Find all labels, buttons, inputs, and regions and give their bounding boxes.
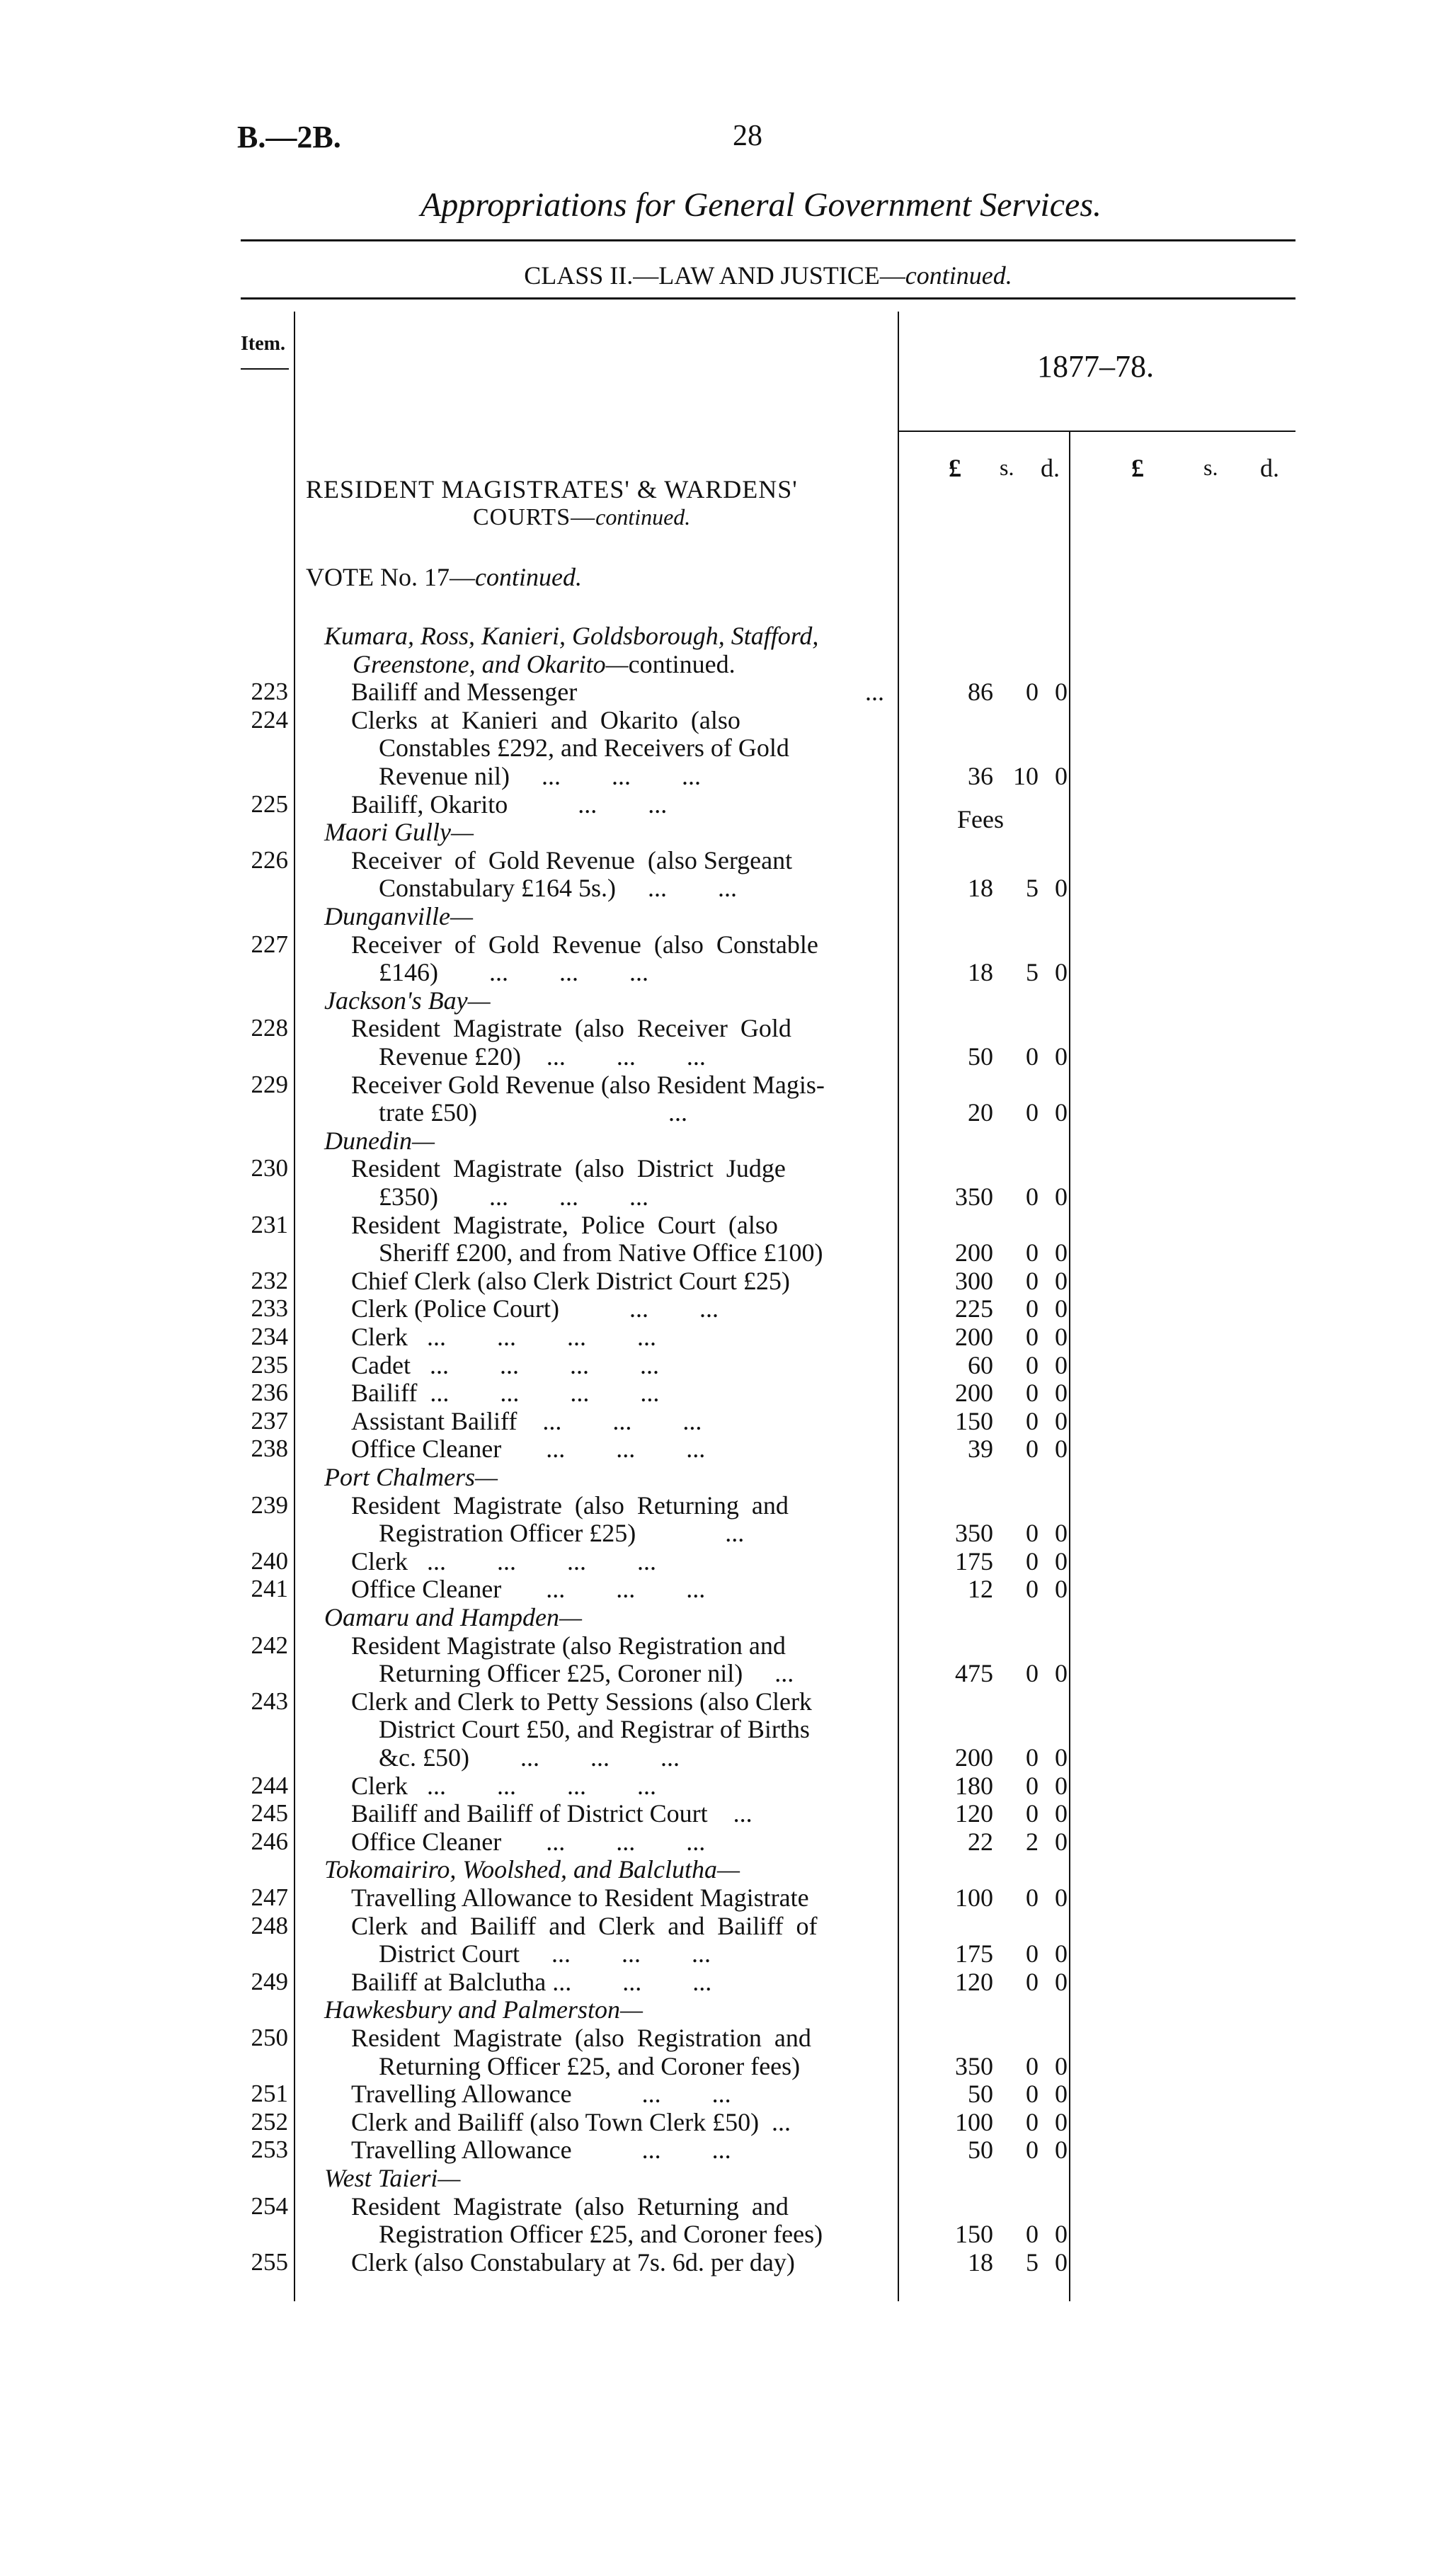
entry-description-line: Clerk ... ... ... ...: [351, 1546, 656, 1575]
vote-heading: [306, 562, 582, 592]
location-heading-continued: [353, 650, 736, 678]
class-rule: [241, 297, 1295, 300]
amount-pounds: 18: [968, 2247, 993, 2276]
entry-description-line: £146) ... ... ...: [379, 958, 648, 987]
entry-description-line: Clerk ... ... ... ...: [351, 1323, 656, 1351]
amount-pence: 0: [1055, 874, 1068, 903]
amount-shillings: 0: [1026, 1575, 1039, 1604]
amount-pence: 0: [1055, 1967, 1068, 1996]
entry-description-line: Bailiff at Balclutha ... ... ...: [351, 1967, 712, 1996]
year-header: 1877–78.: [1037, 349, 1154, 384]
pence-header-2: d.: [1260, 454, 1279, 482]
item-number: 225: [251, 790, 288, 818]
amount-shillings: 0: [1026, 1546, 1039, 1575]
entry-description-line: Office Cleaner ... ... ...: [351, 1827, 706, 1856]
entry-description-line: Constables £292, and Receivers of Gold: [379, 734, 789, 763]
leader-dots: ...: [865, 678, 884, 707]
amount-pence: 0: [1055, 1266, 1068, 1295]
item-number: 240: [251, 1546, 288, 1575]
amount-pounds: 12: [968, 1575, 993, 1604]
amount-shillings: 0: [1026, 1098, 1039, 1127]
amount-shillings: 0: [1026, 1406, 1039, 1435]
entry-description-line: Constabulary £164 5s.) ... ...: [379, 874, 737, 903]
entry-description-line: Registration Officer £25, and Coroner fees): [379, 2220, 823, 2249]
page-number: 28: [733, 120, 762, 152]
entry-description-line: District Court ... ... ...: [379, 1939, 711, 1968]
amount-pounds: 350: [955, 1182, 993, 1211]
item-number: 230: [251, 1154, 288, 1182]
amount-shillings: 10: [1013, 762, 1039, 790]
amount-pounds: 175: [955, 1546, 993, 1575]
pounds-header-2: £: [1131, 454, 1144, 482]
amount-shillings: 0: [1026, 1266, 1039, 1295]
item-number: 255: [251, 2247, 288, 2276]
amount-column-rule: [1069, 432, 1070, 2301]
entry-description-line: Clerk ... ... ... ...: [351, 1771, 656, 1800]
vote-continued: continued.: [474, 563, 582, 591]
location-heading-text: Greenstone, and Okarito—: [353, 649, 629, 678]
amount-pounds: 300: [955, 1266, 993, 1295]
item-number: 250: [251, 2024, 288, 2051]
item-number: 241: [251, 1575, 288, 1603]
amount-pence: 0: [1055, 1546, 1068, 1575]
amount-shillings: 0: [1026, 1771, 1039, 1800]
item-number: 248: [251, 1911, 288, 1939]
document-reference: B.—2B.: [237, 120, 341, 154]
entry-description-line: Clerk (also Constabulary at 7s. 6d. per day): [351, 2247, 795, 2276]
amount-pence: 0: [1055, 1799, 1068, 1828]
item-number: 245: [251, 1799, 288, 1828]
amount-pounds: 18: [968, 874, 993, 903]
amount-pence: 0: [1055, 1659, 1068, 1688]
amount-pence: 0: [1055, 678, 1068, 707]
vote-label: VOTE No. 17—: [306, 563, 475, 591]
item-header-rule: [241, 368, 289, 370]
amount-shillings: 0: [1026, 1939, 1039, 1968]
item-number: 228: [251, 1014, 288, 1042]
amount-pounds: 200: [955, 1323, 993, 1351]
amount-pence: 0: [1055, 1098, 1068, 1127]
pounds-header: £: [949, 454, 961, 482]
amount-pence: 0: [1055, 2051, 1068, 2080]
amount-pounds: 350: [955, 1519, 993, 1548]
entry-description-line: Office Cleaner ... ... ...: [351, 1435, 706, 1464]
amount-shillings: 0: [1026, 2107, 1039, 2136]
entry-description-line: Resident Magistrate (also Registration and: [351, 2024, 811, 2052]
amount-pounds: 100: [955, 2107, 993, 2136]
item-number: 247: [251, 1883, 288, 1911]
amount-pence: 0: [1055, 1771, 1068, 1800]
amount-shillings: 0: [1026, 1042, 1039, 1071]
amount-pounds: 225: [955, 1294, 993, 1323]
item-number: 223: [251, 678, 288, 706]
item-number: 226: [251, 845, 288, 874]
item-number: 231: [251, 1210, 288, 1238]
item-number: 234: [251, 1323, 288, 1350]
amount-pence: 0: [1055, 1883, 1068, 1912]
entry-description-line: Resident Magistrate (also Returning and: [351, 1491, 789, 1520]
item-number: 242: [251, 1631, 288, 1659]
location-heading: Port Chalmers—: [324, 1463, 498, 1491]
amount-shillings: 0: [1026, 678, 1039, 707]
location-heading: Oamaru and Hampden—: [324, 1603, 582, 1631]
amount-pounds: 350: [955, 2051, 993, 2080]
entry-description-line: Travelling Allowance ... ...: [351, 2080, 731, 2109]
amount-shillings: 5: [1026, 958, 1039, 987]
entry-description-line: Travelling Allowance to Resident Magistrate: [351, 1883, 809, 1912]
item-number: 246: [251, 1827, 288, 1855]
class-title-text: CLASS II.—LAW AND JUSTICE—: [524, 261, 905, 290]
shillings-header-2: s.: [1203, 455, 1218, 480]
item-number: 224: [251, 705, 288, 734]
description-column-rule: [898, 312, 899, 2301]
amount-pence: 0: [1055, 1238, 1068, 1267]
amount-shillings: 0: [1026, 1294, 1039, 1323]
amount-pounds: 150: [955, 2220, 993, 2249]
amount-pounds: 50: [968, 1042, 993, 1071]
entry-description-line: Bailiff, Okarito ... ...: [351, 790, 668, 819]
amount-shillings: 0: [1026, 2136, 1039, 2165]
title-rule: [241, 239, 1295, 241]
entry-description-line: Bailiff ... ... ... ...: [351, 1379, 660, 1408]
entry-description-line: Travelling Allowance ... ...: [351, 2136, 731, 2165]
class-title: [241, 261, 1295, 290]
section-title-line-2: [473, 504, 690, 531]
entry-description-line: Revenue nil) ... ... ...: [379, 762, 701, 790]
amount-shillings: 0: [1026, 2051, 1039, 2080]
entry-description-line: Returning Officer £25, and Coroner fees): [379, 2051, 801, 2080]
entry-description-line: Receiver of Gold Revenue (also Constable: [351, 930, 818, 959]
entry-description-line: Registration Officer £25) ...: [379, 1519, 745, 1548]
entry-description-line: Clerk and Clerk to Petty Sessions (also Clerk: [351, 1687, 812, 1716]
entry-description-line: Resident Magistrate (also Receiver Gold: [351, 1014, 791, 1043]
amount-pence: 0: [1055, 762, 1068, 790]
amount-shillings: 0: [1026, 1519, 1039, 1548]
amount-pence: 0: [1055, 2136, 1068, 2165]
entry-description-line: Clerk and Bailiff (also Town Clerk £50) ...: [351, 2107, 791, 2136]
item-number: 229: [251, 1070, 288, 1098]
amount-pounds: 18: [968, 958, 993, 987]
amount-shillings: 0: [1026, 1323, 1039, 1351]
amount-shillings: 0: [1026, 1883, 1039, 1912]
amount-pounds: 50: [968, 2136, 993, 2165]
amount-shillings: 0: [1026, 1659, 1039, 1688]
entry-description-line: Office Cleaner ... ... ...: [351, 1575, 706, 1604]
entry-description-line: Resident Magistrate (also District Judge: [351, 1154, 786, 1183]
item-number: 244: [251, 1771, 288, 1799]
entry-description-line: Resident Magistrate, Police Court (also: [351, 1210, 778, 1239]
location-heading: Tokomairiro, Woolshed, and Balclutha—: [324, 1855, 740, 1884]
location-heading: Maori Gully—: [324, 818, 474, 847]
item-number: 254: [251, 2192, 288, 2220]
item-number: 232: [251, 1266, 288, 1294]
amount-shillings: 0: [1026, 1435, 1039, 1464]
amount-pounds: 120: [955, 1799, 993, 1828]
amount-pounds: 50: [968, 2080, 993, 2109]
amount-pence: 0: [1055, 1294, 1068, 1323]
entry-description-line: trate £50) ...: [379, 1098, 687, 1127]
amount-shillings: 0: [1026, 1182, 1039, 1211]
entry-description-line: Cadet ... ... ... ...: [351, 1350, 659, 1379]
amount-pence: 0: [1055, 2220, 1068, 2249]
entry-description-line: Bailiff and Bailiff of District Court ...: [351, 1799, 753, 1828]
class-title-continued: continued.: [905, 261, 1012, 290]
amount-pounds: 150: [955, 1406, 993, 1435]
amount-pounds: 475: [955, 1659, 993, 1688]
location-heading: Kumara, Ross, Kanieri, Goldsborough, Stafford,: [324, 622, 819, 650]
entry-description-line: Sheriff £200, and from Native Office £100): [379, 1238, 823, 1267]
amount-shillings: 0: [1026, 2080, 1039, 2109]
location-heading: Hawkesbury and Palmerston—: [324, 1995, 643, 2024]
item-number: 236: [251, 1379, 288, 1407]
amount-shillings: 0: [1026, 2220, 1039, 2249]
entry-description-line: Receiver of Gold Revenue (also Sergeant: [351, 845, 793, 874]
location-heading: Dunganville—: [324, 902, 473, 930]
amount-pence: 0: [1055, 2107, 1068, 2136]
location-heading: Dunedin—: [324, 1126, 435, 1155]
amount-shillings: 0: [1026, 1967, 1039, 1996]
item-number: 253: [251, 2136, 288, 2164]
amount-fees: Fees: [957, 805, 1004, 834]
amount-shillings: 0: [1026, 1350, 1039, 1379]
entry-description-line: Chief Clerk (also Clerk District Court £25): [351, 1266, 790, 1295]
item-number: 239: [251, 1491, 288, 1519]
item-number: 238: [251, 1435, 288, 1463]
amount-shillings: 5: [1026, 874, 1039, 903]
amount-shillings: 5: [1026, 2247, 1039, 2276]
amount-shillings: 0: [1026, 1379, 1039, 1408]
item-number: 237: [251, 1406, 288, 1435]
amount-pence: 0: [1055, 2247, 1068, 2276]
continued-label: continued.: [628, 649, 736, 678]
amount-shillings: 0: [1026, 1799, 1039, 1828]
amount-pence: 0: [1055, 1350, 1068, 1379]
item-column-rule: [294, 312, 295, 2301]
entry-description-line: Revenue £20) ... ... ...: [379, 1042, 706, 1071]
amount-pounds: 36: [968, 762, 993, 790]
entry-description-line: Resident Magistrate (also Registration and: [351, 1631, 786, 1660]
amount-pence: 0: [1055, 1519, 1068, 1548]
pence-header: d.: [1041, 454, 1060, 482]
amount-pounds: 20: [968, 1098, 993, 1127]
item-number: 251: [251, 2080, 288, 2108]
item-number: 233: [251, 1294, 288, 1323]
amount-shillings: 2: [1026, 1827, 1039, 1856]
entry-description-line: Clerk and Bailiff and Clerk and Bailiff of: [351, 1911, 818, 1940]
entry-description-line: &c. £50) ... ... ...: [379, 1743, 680, 1772]
entry-description-line: Bailiff and Messenger: [351, 678, 578, 707]
location-heading: Jackson's Bay—: [324, 986, 491, 1015]
amount-pence: 0: [1055, 1379, 1068, 1408]
entry-description-line: District Court £50, and Registrar of Births: [379, 1715, 810, 1744]
entry-description-line: Assistant Bailiff ... ... ...: [351, 1406, 702, 1435]
amount-pounds: 200: [955, 1379, 993, 1408]
amount-pounds: 120: [955, 1967, 993, 1996]
amount-pence: 0: [1055, 1827, 1068, 1856]
entry-description-line: Resident Magistrate (also Returning and: [351, 2192, 789, 2221]
item-number: 249: [251, 1967, 288, 1995]
year-rule: [899, 431, 1295, 432]
amount-shillings: 0: [1026, 1238, 1039, 1267]
amount-shillings: 0: [1026, 1743, 1039, 1772]
entry-description-line: Clerk (Police Court) ... ...: [351, 1294, 719, 1323]
amount-pounds: 175: [955, 1939, 993, 1968]
item-column-header: Item.: [241, 333, 285, 355]
entry-description-line: £350) ... ... ...: [379, 1182, 648, 1211]
amount-pence: 0: [1055, 1743, 1068, 1772]
amount-pounds: 200: [955, 1238, 993, 1267]
amount-pence: 0: [1055, 1042, 1068, 1071]
amount-pounds: 60: [968, 1350, 993, 1379]
entry-description-line: Returning Officer £25, Coroner nil) ...: [379, 1659, 794, 1688]
section-title-line-1: RESIDENT MAGISTRATES' & WARDENS': [306, 475, 798, 503]
section-title-courts: COURTS—: [473, 504, 596, 530]
amount-pence: 0: [1055, 1323, 1068, 1351]
item-number: 227: [251, 930, 288, 958]
entry-description-line: Receiver Gold Revenue (also Resident Magis-: [351, 1070, 825, 1099]
amount-pence: 0: [1055, 1939, 1068, 1968]
item-number: 252: [251, 2107, 288, 2136]
amount-pence: 0: [1055, 1182, 1068, 1211]
section-title-continued: continued.: [595, 504, 691, 530]
amount-pounds: 200: [955, 1743, 993, 1772]
amount-pounds: 39: [968, 1435, 993, 1464]
item-number: 243: [251, 1687, 288, 1715]
item-number: 235: [251, 1350, 288, 1379]
amount-pence: 0: [1055, 958, 1068, 987]
location-heading: West Taieri—: [324, 2164, 461, 2192]
shillings-header: s.: [1000, 455, 1014, 480]
amount-pounds: 22: [968, 1827, 993, 1856]
amount-pounds: 86: [968, 678, 993, 707]
amount-pence: 0: [1055, 2080, 1068, 2109]
entry-description-line: Clerks at Kanieri and Okarito (also: [351, 705, 740, 734]
amount-pence: 0: [1055, 1406, 1068, 1435]
amount-pounds: 100: [955, 1883, 993, 1912]
amount-pence: 0: [1055, 1575, 1068, 1604]
amount-pounds: 180: [955, 1771, 993, 1800]
page-title: Appropriations for General Government Services.: [420, 186, 1102, 224]
amount-pence: 0: [1055, 1435, 1068, 1464]
